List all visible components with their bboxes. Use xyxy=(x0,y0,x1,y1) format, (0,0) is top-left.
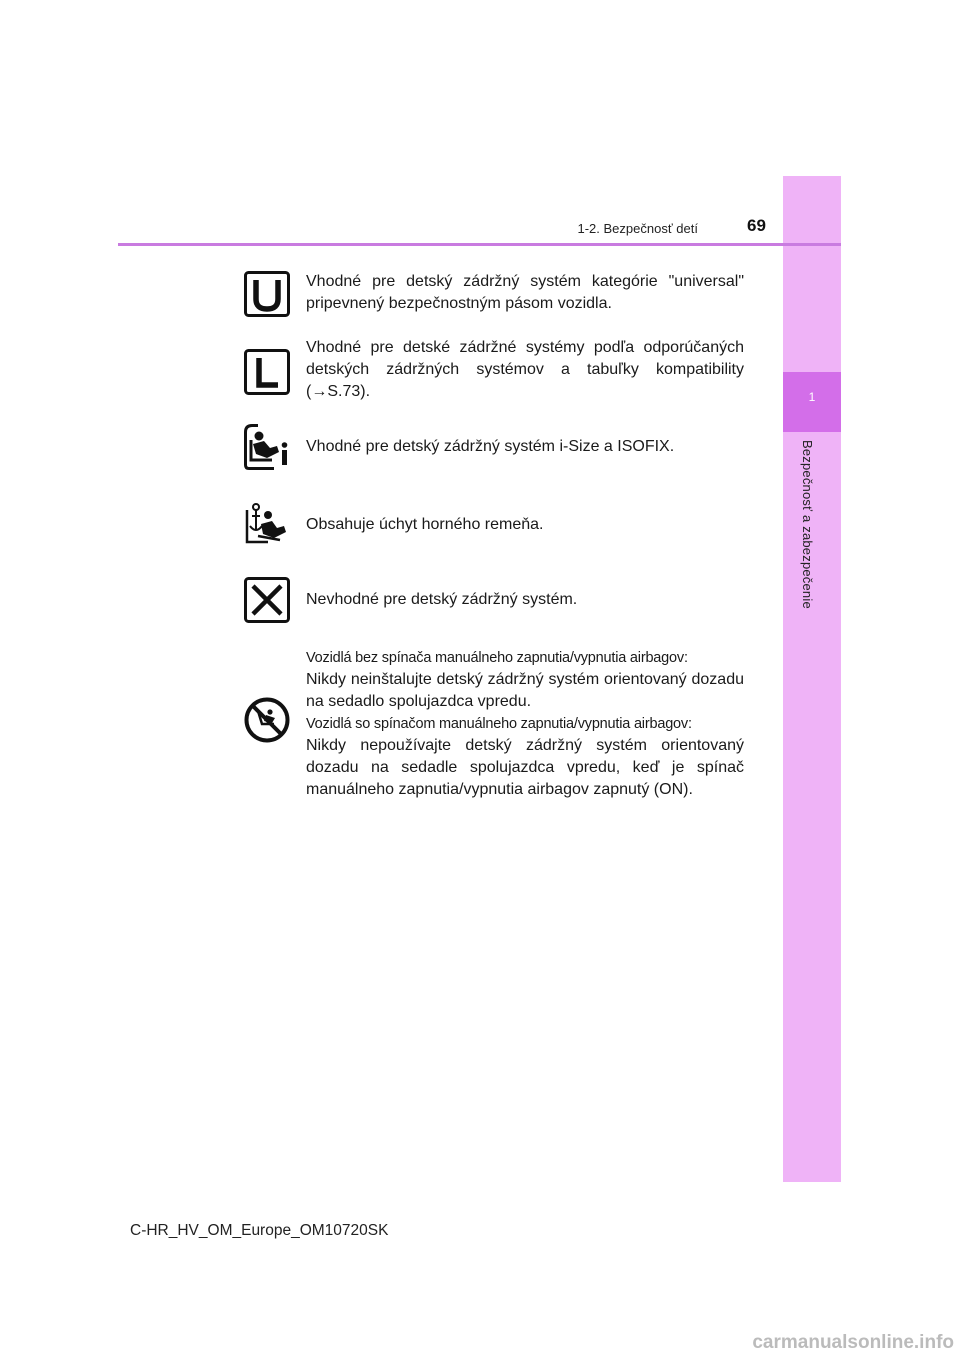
legend-text-universal: Vhodné pre detský zádržný systém kategórie "universal" pripevnený bezpečnostným pásom vozidla. xyxy=(306,273,744,312)
no-rear-facing-seat-icon xyxy=(244,697,290,743)
warning-text-without-switch: Nikdy neinštalujte detský zádržný systém orientovaný dozadu na sedadlo spolujazdca vpredu. xyxy=(306,671,744,710)
page-number: 69 xyxy=(747,216,766,235)
legend-text-rear-facing-warning xyxy=(306,647,744,801)
section-title: 1-2. Bezpečnosť detí xyxy=(577,221,698,236)
legend-text-top-tether: Obsahuje úchyt horného remeňa. xyxy=(306,516,544,533)
watermark: carmanualsonline.info xyxy=(752,1332,954,1353)
top-tether-anchor-icon xyxy=(244,502,290,548)
warning-text-with-switch: Nikdy nepoužívajte detský zádržný systém orientovaný dozadu na sedadle spolujazdca vpredu, keď je spínač manuálneho zapnutia/vypnutia airbagov zapnutý (ON). xyxy=(306,737,744,798)
header-rule xyxy=(118,243,841,246)
warning-condition-with-switch: Vozidlá so spínačom manuálneho zapnutia/vypnutia airbagov: xyxy=(306,716,692,732)
legend-text-unsuitable: Nevhodné pre detský zádržný systém. xyxy=(306,591,578,608)
legend-text-compatibility: Vhodné pre detské zádržné systémy podľa odporúčaných detských zádržných systémov a tabuľky kompatibility (→S.73). xyxy=(306,339,744,400)
chapter-label: Bezpečnosť a zabezpečenie xyxy=(800,440,815,609)
chapter-side-tab xyxy=(783,176,841,1182)
legend-text-isofix: Vhodné pre detský zádržný systém i-Size a ISOFIX. xyxy=(306,438,675,455)
cross-box-icon xyxy=(244,577,290,623)
isofix-seat-icon xyxy=(244,424,290,470)
letter-u-icon xyxy=(244,271,290,317)
document-code-footer: C-HR_HV_OM_Europe_OM10720SK xyxy=(130,1222,389,1239)
letter-l-icon xyxy=(244,349,290,395)
chapter-number: 1 xyxy=(808,390,816,404)
warning-condition-without-switch: Vozidlá bez spínača manuálneho zapnutia/vypnutia airbagov: xyxy=(306,650,688,666)
